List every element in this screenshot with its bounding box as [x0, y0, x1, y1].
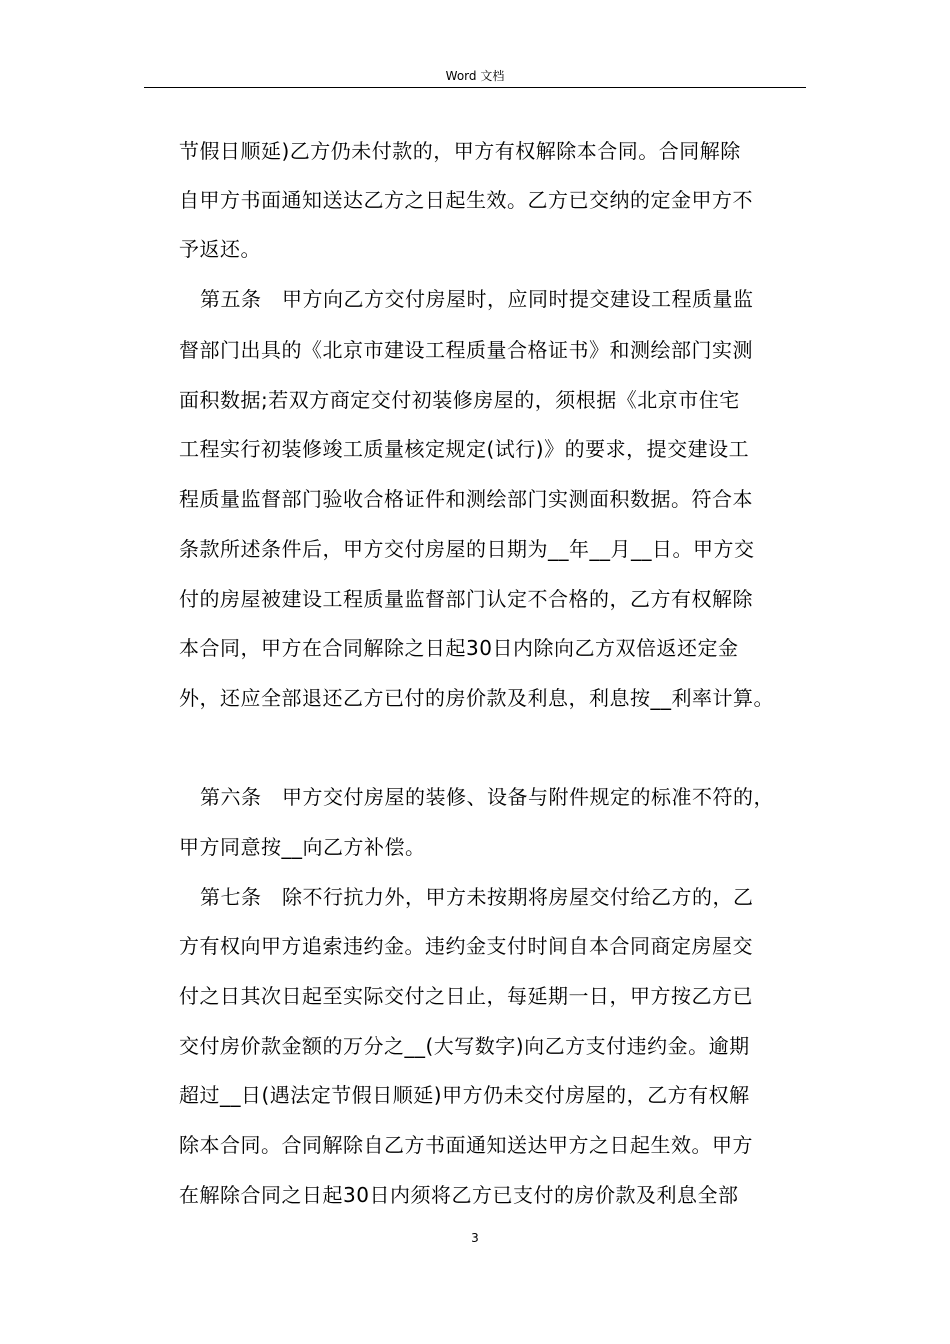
- text-line: 交付房价款金额的万分之__(大写数字)向乙方支付违约金。逾期: [179, 1034, 750, 1058]
- header-divider: [144, 87, 806, 88]
- page-number: 3: [471, 1231, 479, 1245]
- text-line: 予返还。: [179, 237, 261, 261]
- text-line: 在解除合同之日起30日内须将乙方已支付的房价款及利息全部: [179, 1183, 739, 1207]
- text-line: 付之日其次日起至实际交付之日止，每延期一日，甲方按乙方已: [179, 984, 753, 1008]
- article-5-heading-line: 第五条 甲方向乙方交付房屋时，应同时提交建设工程质量监: [200, 287, 754, 311]
- text-line: 甲方同意按__向乙方补偿。: [179, 835, 426, 859]
- text-line: 条款所述条件后，甲方交付房屋的日期为__年__月__日。甲方交: [179, 537, 755, 561]
- page-header: Word 文档: [445, 69, 505, 83]
- article-7-heading-line: 第七条 除不行抗力外，甲方未按期将房屋交付给乙方的，乙: [200, 885, 754, 909]
- text-line: 程质量监督部门验收合格证件和测绘部门实测面积数据。符合本: [179, 487, 753, 511]
- text-line: 督部门出具的《北京市建设工程质量合格证书》和测绘部门实测: [179, 338, 753, 362]
- text-line: 节假日顺延)乙方仍未付款的，甲方有权解除本合同。合同解除: [179, 139, 741, 163]
- text-line: 付的房屋被建设工程质量监督部门认定不合格的，乙方有权解除: [179, 587, 753, 611]
- text-line: 除本合同。合同解除自乙方书面通知送达甲方之日起生效。甲方: [179, 1133, 753, 1157]
- article-6-heading-line: 第六条 甲方交付房屋的装修、设备与附件规定的标准不符的，: [200, 785, 774, 809]
- text-line: 外，还应全部退还乙方已付的房价款及利息，利息按__利率计算。: [179, 686, 774, 710]
- text-line: 工程实行初装修竣工质量核定规定(试行)》的要求，提交建设工: [179, 437, 750, 461]
- text-line: 超过__日(遇法定节假日顺延)甲方仍未交付房屋的，乙方有权解: [179, 1083, 750, 1107]
- text-line: 面积数据;若双方商定交付初装修房屋的，须根据《北京市住宅: [179, 388, 740, 412]
- text-line: 本合同，甲方在合同解除之日起30日内除向乙方双倍返还定金: [179, 636, 739, 660]
- text-line: 方有权向甲方追索违约金。违约金支付时间自本合同商定房屋交: [179, 934, 753, 958]
- text-line: 自甲方书面通知送达乙方之日起生效。乙方已交纳的定金甲方不: [179, 188, 753, 212]
